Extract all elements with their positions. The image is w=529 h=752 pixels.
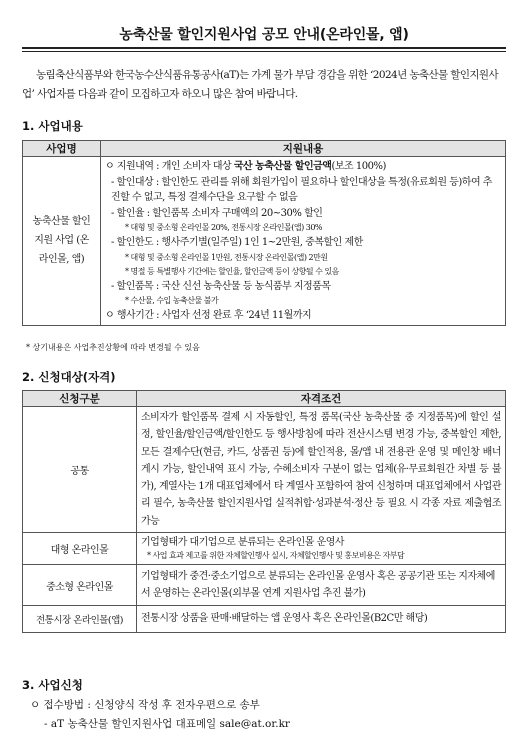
title-rule-thin xyxy=(22,51,506,52)
support-detail-line xyxy=(105,159,501,175)
discount-rate-note: * 대형 및 중소형 온라인몰 20%, 전통시장 온라인몰(앱) 30% xyxy=(125,223,323,232)
event-period-line: ㅇ 행사기간 : 사업자 선정 완료 후 ‘24년 11월까지 xyxy=(105,310,312,321)
eligibility-large-text: 기업형태가 대기업으로 분류되는 온라인몰 운영사 xyxy=(141,537,345,549)
project-content-cell xyxy=(101,157,506,326)
section1-note: * 상기내용은 사업추진상황에 따라 변경될 수 있음 xyxy=(26,343,200,352)
discount-rate-line: - 할인율 : 할인품목 소비자 구매액의 20~30% 할인 xyxy=(111,207,323,219)
col-header-type: 신청구분 xyxy=(23,391,137,407)
support-detail-label: ㅇ 지원내역 : 개인 소비자 대상 xyxy=(105,161,234,172)
discount-target-line: - 할인대상 : 할인한도 관리를 위해 회원가입이 필요하나 할인대상을 특정(유료회원 등)하여 추진할 수 없고, 특정 결제수단을 요구할 수 없음 xyxy=(111,176,492,203)
eligibility-type-common: 공통 xyxy=(23,407,137,533)
eligibility-large-note: * 사업 효과 제고를 위한 자체할인행사 실시, 자체할인행사 및 홍보비용은 자부담 xyxy=(147,551,405,561)
project-content-table xyxy=(22,140,506,326)
section1-heading: 1. 사업내용 xyxy=(22,119,83,133)
col-header-content: 지원내용 xyxy=(101,141,506,157)
discount-items-note: * 수산물, 수입 농축산물 불가 xyxy=(125,296,219,305)
discount-limit-note: * 대형 및 중소형 온라인몰 1만원, 전통시장 온라인몰(앱) 2만원 xyxy=(125,252,328,262)
eligibility-type-medium: 중소형 온라인몰 xyxy=(23,565,137,606)
discount-items-line: - 할인품목 : 국산 신선 농축산물 등 농식품부 지정품목 xyxy=(111,280,331,292)
page-title: 농축산물 할인지원사업 공모 안내(온라인몰, 앱) xyxy=(119,27,409,43)
title-rule-thick xyxy=(22,47,506,49)
eligibility-condition-large xyxy=(137,533,506,565)
col-header-name: 사업명 xyxy=(23,141,101,157)
eligibility-table xyxy=(22,390,506,633)
holiday-note: * 명절 등 특별행사 기간에는 할인율, 할인금액 등이 상향될 수 있음 xyxy=(125,266,339,276)
eligibility-type-market: 전통시장 온라인몰(앱) xyxy=(23,606,137,633)
intro-paragraph: 농림축산식품부와 한국농수산식품유통공사(aT)는 가계 물가 부담 경감을 위한 ‘2024년 농축산물 할인지원사업’ 사업자를 다음과 같이 모집하고자 하오니 많은 참여 바랍니다. xyxy=(22,69,499,100)
section3-heading: 3. 사업신청 xyxy=(22,678,83,692)
eligibility-condition-medium: 기업형태가 중견·중소기업으로 분류되는 온라인몰 운영사 혹은 공공기관 또는 지자체에서 운영하는 온라인몰(외부몰 연계 지원사업 추진 불가) xyxy=(137,565,506,606)
eligibility-condition-market: 전통시장 상품을 판매·배달하는 앱 운영사 혹은 온라인몰(B2C만 해당) xyxy=(137,606,506,633)
project-name-cell: 농축산물 할인지원 사업 (온라인몰, 앱) xyxy=(23,157,101,326)
col-header-condition: 자격조건 xyxy=(137,391,506,407)
section2-heading: 2. 신청대상(자격) xyxy=(22,370,116,384)
support-detail-rate: (보조 100%) xyxy=(331,161,386,172)
application-email-line: - aT 농축산물 할인지원사업 대표메일 sale@at.or.kr xyxy=(44,718,290,730)
application-method-line: ㅇ 접수방법 : 신청양식 작성 후 전자우편으로 송부 xyxy=(30,699,260,711)
title-block xyxy=(22,26,506,52)
discount-limit-line: - 할인한도 : 행사주기별(일주일) 1인 1~2만원, 중복할인 제한 xyxy=(111,237,363,248)
eligibility-type-large: 대형 온라인몰 xyxy=(23,533,137,565)
eligibility-condition-common: 소비자가 할인품목 결제 시 자동할인, 특정 품목(국산 농축산물 중 지정품목)에 할인 설정, 할인율/할인금액/할인한도 등 행사방침에 따라 전산시스템 변경 가능, 중복할인 제한, 모든 결제수단(현금, 카드, 상품권 등)에 할인적용, 몰/앱 내 전용관 운영 및 메인창 배너 게시 가능, 할인내역 표시 가능, 수혜소비자 구분이 없는 업체(유·무료회원간 차별 등 불가), 계열사는 1개 대표업체에서 타 계열사 포함하여 참여 신청하며 대표업체에서 사업관리 필수, 농축산물 할인지원사업 실적취합·성과분석·정산 등 필요 시 각종 자료 제출협조 가능 xyxy=(137,407,506,533)
support-detail-emphasis: 국산 농축산물 할인금액 xyxy=(233,161,332,172)
